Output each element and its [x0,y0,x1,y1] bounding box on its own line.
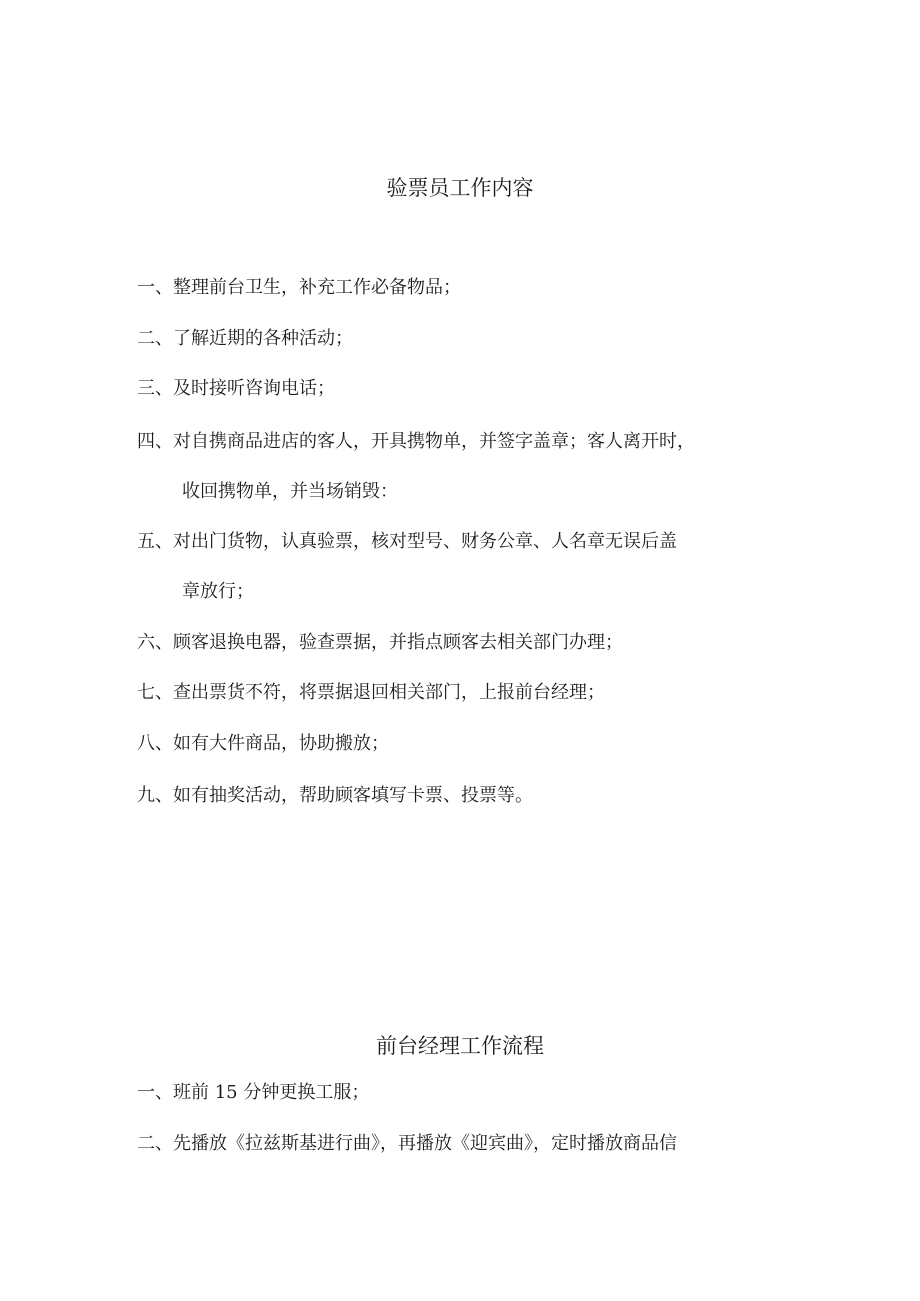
duty-item-8: 八、如有大件商品，协助搬放； [137,733,389,754]
duty-item-4: 四、对自携商品进店的客人，开具携物单，并签字盖章；客人离开时， [137,431,695,452]
duty-item-3: 三、及时接听咨询电话； [137,378,335,399]
duty-item-4-continued: 收回携物单，并当场销毁： [182,481,398,502]
section-title-ticket-checker: 验票员工作内容 [386,176,534,200]
duty-item-1: 一、整理前台卫生，补充工作必备物品； [137,277,461,298]
duty-item-9: 九、如有抽奖活动，帮助顾客填写卡票、投票等。 [137,785,533,806]
process-item-2: 二、先播放《拉兹斯基进行曲》，再播放《迎宾曲》，定时播放商品信 [137,1133,677,1154]
section-title-front-desk-manager: 前台经理工作流程 [376,1034,544,1058]
duty-item-6: 六、顾客退换电器，验查票据，并指点顾客去相关部门办理； [137,632,623,653]
process-item-1: 一、班前 15 分钟更换工服； [137,1082,370,1103]
duty-item-5: 五、对出门货物，认真验票，核对型号、财务公章、人名章无误后盖 [137,531,677,552]
duty-item-7: 七、查出票货不符，将票据退回相关部门，上报前台经理； [137,682,605,703]
duty-item-2: 二、了解近期的各种活动； [137,328,353,349]
duty-item-5-continued: 章放行； [182,581,254,602]
